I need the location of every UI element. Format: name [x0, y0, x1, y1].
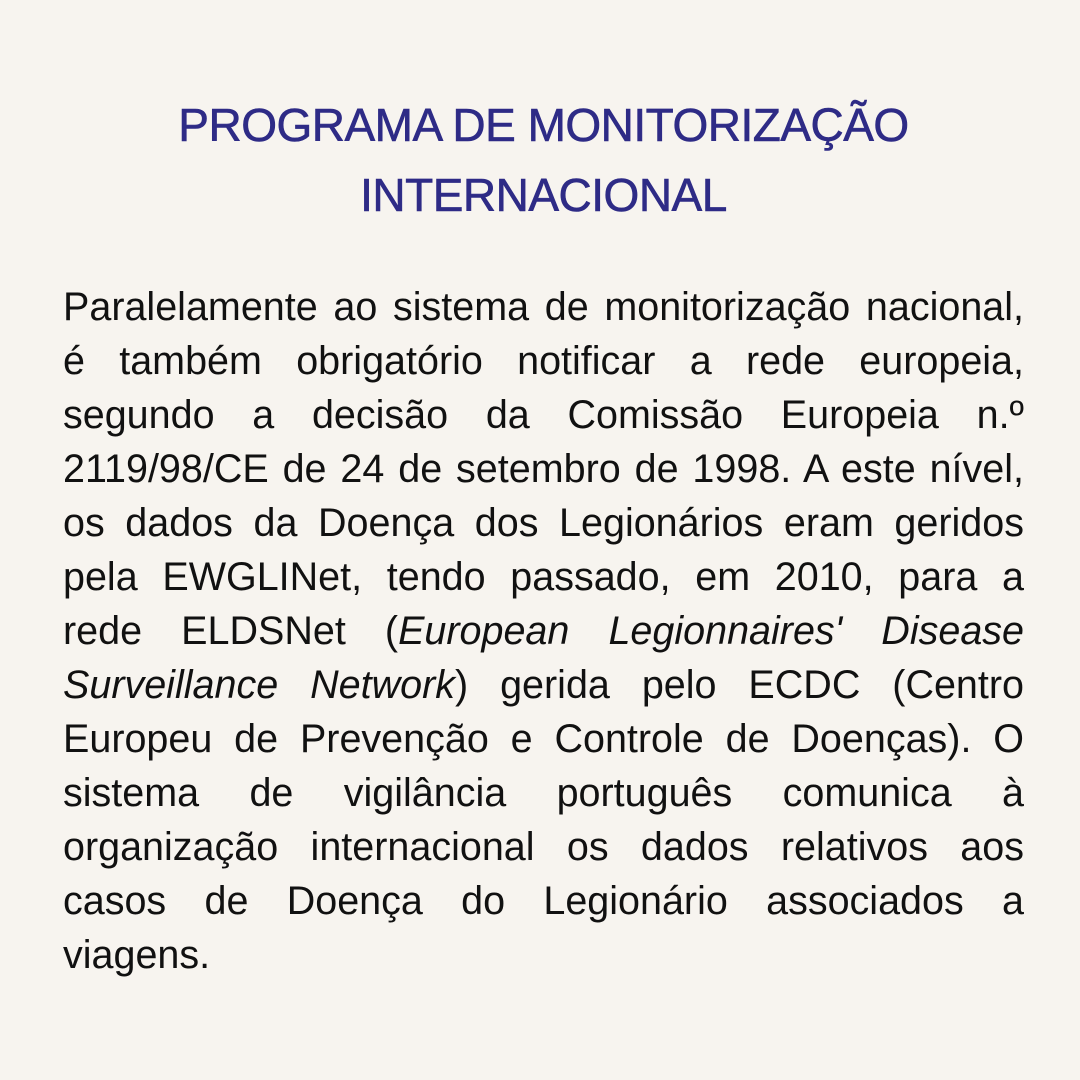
body-text-italic-network-name: European Legionnaires' Disease Surveillance Network	[63, 609, 1024, 707]
page-title	[63, 90, 1024, 230]
body-text-part-2: ) gerida pelo ECDC (Centro Europeu de Prevenção e Controle de Doenças). O sistema de vigilância português comunica à organização internacional os dados relativos aos casos de Doença do Legionário associados a viagens.	[63, 663, 1025, 977]
body-paragraph	[63, 280, 1024, 982]
page-title-line-2: INTERNACIONAL	[360, 169, 727, 221]
body-text-part-1: Paralelamente ao sistema de monitorização nacional, é também obrigatório notificar a rede europeia, segundo a decisão da Comissão Europeia n.º 2119/98/CE de 24 de setembro de 1998. A este nível, os dados da Doença dos Legionários eram geridos pela EWGLINet, tendo passado, em 2010, para a rede ELDSNet (	[63, 285, 1024, 653]
page-title-line-1: PROGRAMA DE MONITORIZAÇÃO	[178, 99, 909, 151]
